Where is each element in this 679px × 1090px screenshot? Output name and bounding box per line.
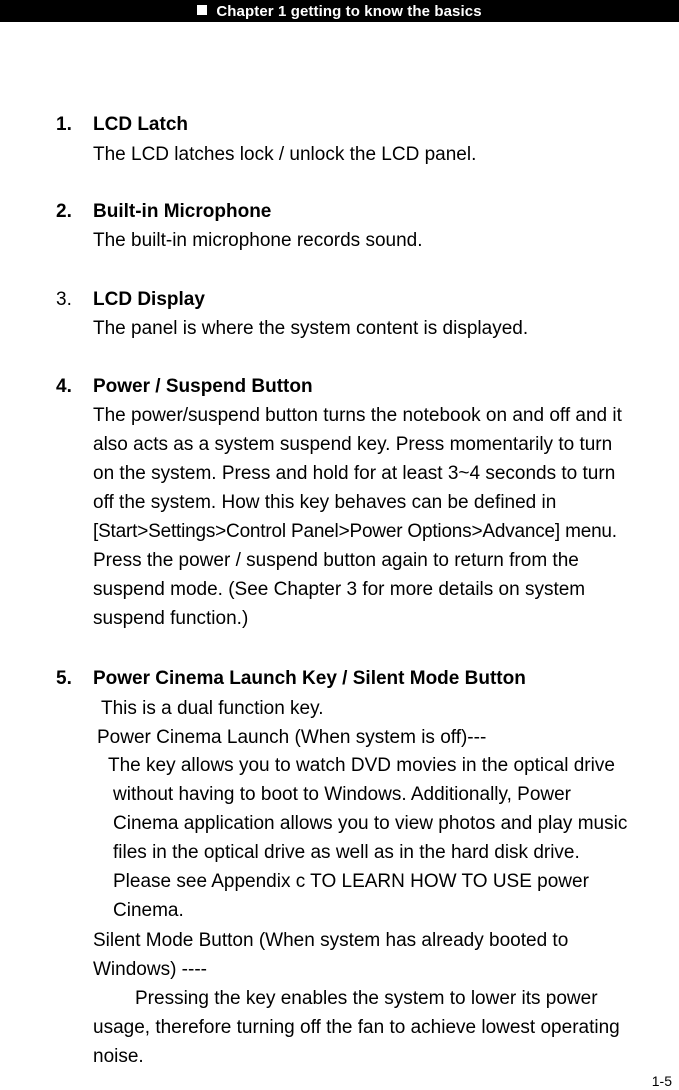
chapter-title: Chapter 1 getting to know the basics xyxy=(216,2,482,20)
item-text-line: Please see Appendix c TO LEARN HOW TO USE power xyxy=(113,871,589,892)
item-text-line: Pressing the key enables the system to lower its power xyxy=(135,988,598,1009)
page-number: 1-5 xyxy=(651,1073,672,1089)
item-text-line: The panel is where the system content is displayed. xyxy=(93,318,529,339)
item-text-line: Cinema application allows you to view photos and play music xyxy=(113,813,628,834)
item-text-line: suspend mode. (See Chapter 3 for more details on system xyxy=(93,579,586,600)
item-text-line: This is a dual function key. xyxy=(101,698,324,719)
item-text-line: also acts as a system suspend key. Press momentarily to turn xyxy=(93,434,613,455)
item-number: 4. xyxy=(56,376,72,397)
item-title: Power / Suspend Button xyxy=(93,376,313,397)
item-text-line: Cinema. xyxy=(113,900,184,921)
item-number: 2. xyxy=(56,201,72,222)
item-title: Power Cinema Launch Key / Silent Mode Button xyxy=(93,668,526,689)
item-title: LCD Latch xyxy=(93,114,188,135)
item-title: LCD Display xyxy=(93,289,205,310)
item-text-line: Silent Mode Button (When system has already booted to xyxy=(93,930,569,951)
item-number: 1. xyxy=(56,114,72,135)
item-text-line: The power/suspend button turns the notebook on and off and it xyxy=(93,405,622,426)
item-text-line: The key allows you to watch DVD movies in the optical drive xyxy=(108,755,615,776)
item-text-line: [Start>Settings>Control Panel>Power Options>Advance] menu. xyxy=(93,521,617,542)
item-number: 3. xyxy=(56,289,72,310)
item-text-line: noise. xyxy=(93,1046,144,1067)
item-text-line: off the system. How this key behaves can be defined in xyxy=(93,492,557,513)
item-title: Built-in Microphone xyxy=(93,201,272,222)
item-text-line: The built-in microphone records sound. xyxy=(93,230,423,251)
item-text-line: usage, therefore turning off the fan to achieve lowest operating xyxy=(93,1017,620,1038)
square-bullet-icon xyxy=(197,5,207,15)
item-text-line: on the system. Press and hold for at least 3~4 seconds to turn xyxy=(93,463,616,484)
chapter-header-bar xyxy=(0,0,679,22)
item-number: 5. xyxy=(56,668,72,689)
item-text-line: suspend function.) xyxy=(93,608,249,629)
item-text-line: without having to boot to Windows. Additionally, Power xyxy=(113,784,572,805)
item-text-line: Power Cinema Launch (When system is off)--- xyxy=(97,727,487,748)
item-text-line: Press the power / suspend button again to return from the xyxy=(93,550,579,571)
item-text-line: Windows) ---- xyxy=(93,959,207,980)
item-text-line: The LCD latches lock / unlock the LCD panel. xyxy=(93,144,477,165)
item-text-line: files in the optical drive as well as in the hard disk drive. xyxy=(113,842,580,863)
